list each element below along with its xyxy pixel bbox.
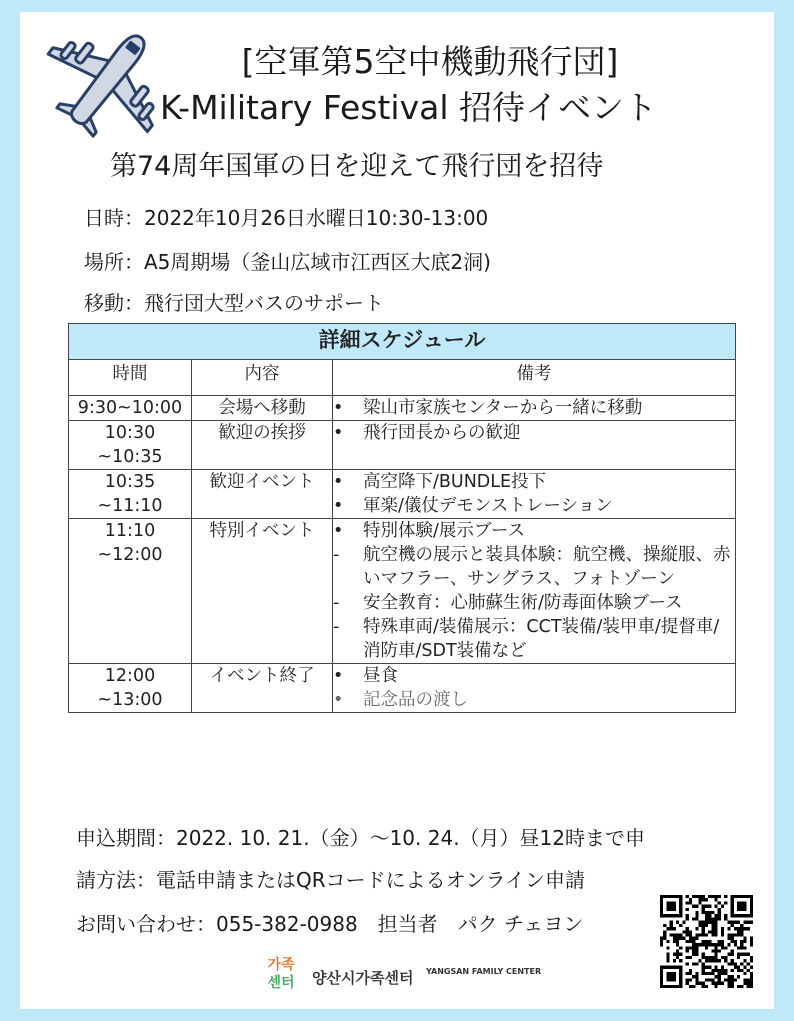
note-text: 航空機の展示と装具体験：航空機、操縦服、赤いマフラー、サングラス、フォトゾーン (363, 545, 731, 589)
column-header-notes: 備考 (333, 360, 736, 396)
note-item (333, 396, 735, 420)
schedule-content: 会場へ移動 (192, 396, 333, 421)
note-item (333, 688, 735, 712)
schedule-row (69, 421, 736, 470)
title-line2: K-Military Festival 招待イベント (160, 88, 657, 127)
schedule-time: 10:35 ~11:10 (69, 470, 192, 519)
note-marker: • (333, 472, 344, 492)
schedule-content: イベント終了 (192, 664, 333, 713)
column-header-time: 時間 (69, 360, 192, 396)
info-datetime: 日時：2022年10月26日水曜日10:30-13:00 (84, 206, 489, 230)
note-marker: • (333, 423, 344, 443)
note-text: 昼食 (363, 666, 398, 686)
schedule-content: 歓迎の挨拶 (192, 421, 333, 470)
note-text: 飛行団長からの歓迎 (363, 423, 521, 443)
note-text: 軍楽/儀仗デモンストレーション (363, 496, 613, 516)
note-text: 特別体験/展示ブース (363, 521, 525, 541)
schedule-row (69, 664, 736, 713)
qr-code-icon[interactable] (660, 895, 753, 988)
note-item (333, 494, 735, 518)
note-marker: • (333, 690, 344, 710)
note-marker: - (333, 617, 340, 637)
schedule-time: 12:00 ~13:00 (69, 664, 192, 713)
note-marker: • (333, 666, 344, 686)
schedule-notes (333, 396, 736, 421)
contact-info: お問い合わせ：055-382-0988 担当者 パク チェヨン (76, 912, 584, 936)
subtitle: 第74周年国軍の日を迎えて飛行団を招待 (110, 151, 604, 182)
schedule-notes (333, 519, 736, 664)
info-place: 場所：A5周期場（釜山広域市江西区大底2洞) (84, 250, 491, 274)
note-item (333, 615, 735, 663)
title-line1: [空軍第5空中機動飛行団] (241, 42, 619, 81)
note-text: 安全教育：心肺蘇生術/防毒面体験ブース (363, 593, 683, 613)
schedule-notes (333, 421, 736, 470)
schedule-content: 特別イベント (192, 519, 333, 664)
note-marker: • (333, 496, 344, 516)
family-center-logo-icon: 가족 센터 (267, 957, 295, 991)
schedule-row (69, 396, 736, 421)
note-text: 梁山市家族センターから一緒に移動 (363, 398, 643, 418)
poster (20, 12, 774, 1009)
schedule-time: 11:10 ~12:00 (69, 519, 192, 664)
schedule-row (69, 519, 736, 664)
note-text: 記念品の渡し (363, 690, 468, 710)
org-name-english: YANGSAN FAMILY CENTER (426, 967, 542, 976)
column-header-content: 内容 (192, 360, 333, 396)
note-text: 高空降下/BUNDLE投下 (363, 472, 547, 492)
application-period: 申込期間：2022. 10. 21.（金）〜10. 24.（月）昼12時まで申 (76, 826, 646, 850)
note-marker: - (333, 593, 340, 613)
org-logo (260, 956, 560, 1000)
note-marker: • (333, 398, 344, 418)
note-item (333, 664, 735, 688)
schedule-notes (333, 664, 736, 713)
schedule-title: 詳細スケジュール (69, 324, 736, 360)
note-marker: - (333, 545, 340, 565)
schedule-row (69, 470, 736, 519)
schedule-table (68, 323, 736, 713)
note-text: 特殊車両/装備展示：CCT装備/装甲車/提督車/消防車/SDT装備など (363, 617, 720, 661)
application-method: 請方法：電話申請またはQRコードによるオンライン申請 (76, 868, 586, 892)
note-item (333, 519, 735, 543)
note-item (333, 421, 735, 445)
schedule-content: 歓迎イベント (192, 470, 333, 519)
org-name-korean: 양산시가족센터 (312, 969, 414, 987)
note-item (333, 470, 735, 494)
note-item (333, 543, 735, 591)
info-transport: 移動：飛行団大型バスのサポート (84, 291, 384, 315)
note-item (333, 591, 735, 615)
schedule-notes (333, 470, 736, 519)
schedule-time: 9:30~10:00 (69, 396, 192, 421)
note-marker: • (333, 521, 344, 541)
schedule-time: 10:30 ~10:35 (69, 421, 192, 470)
